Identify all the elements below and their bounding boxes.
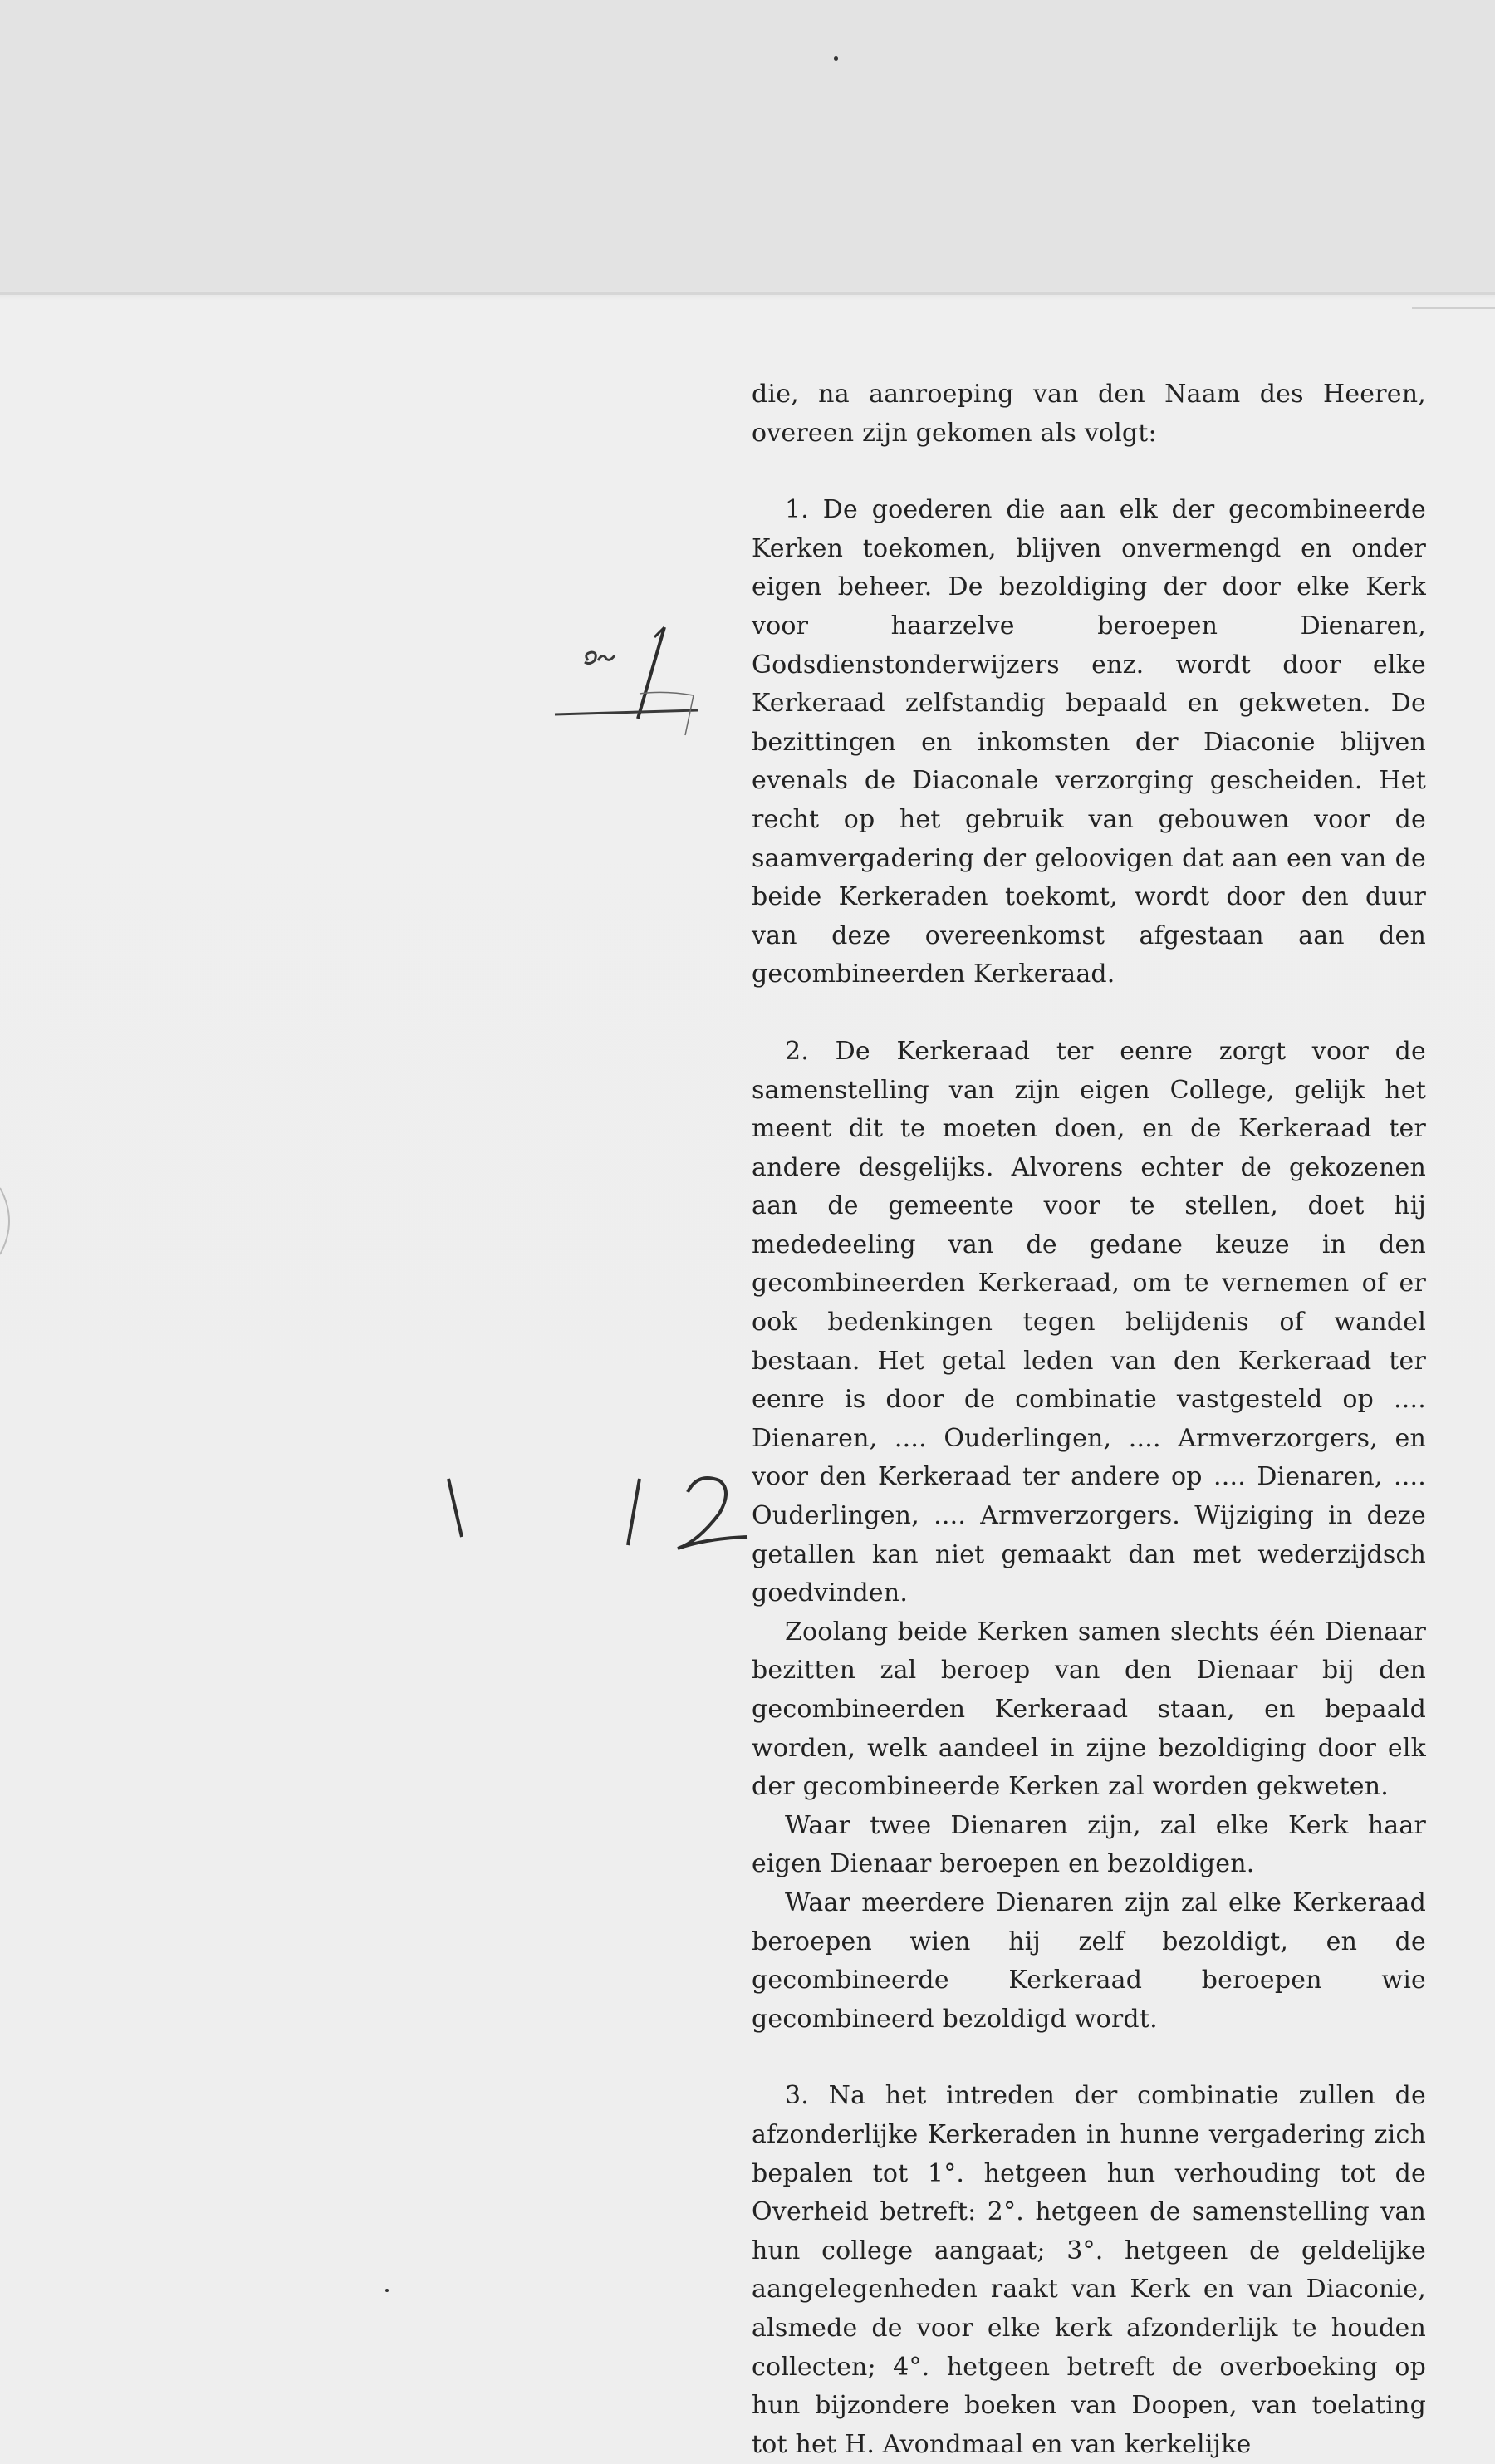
document-body [752, 375, 1426, 2464]
article-1-paragraph [752, 491, 1426, 994]
article-text: De Kerkeraad ter eenre zorgt voor de samenstelling van zijn eigen College, gelijk het meent dit te moeten doen, en de Kerkeraad ter andere desgelijks. Alvorens echter de gekozenen aan de gemeente voor te stellen, doet hij mededeeling van de gedane keuze in den gecombineerden Kerkeraad, om te vernemen of er ook bedenkingen tegen belijdenis of wandel bestaan. Het getal leden van den Kerkeraad ter eenre is door de combinatie vastgesteld op .... Dienaren, .... Ouderlingen, .... Armverzorgers, en voor den Kerkeraad ter andere op .... Dienaren, .... Ouderlingen, .... Armverzorgers. Wijziging in deze getallen kan niet gemaakt dan met wederzijdsch goedvinden. [752, 1036, 1426, 1608]
page-edge-divider [0, 292, 1495, 295]
paragraph-gap [752, 2039, 1426, 2077]
scan-speck [385, 2289, 389, 2292]
article-2-subparagraph: Waar twee Dienaren zijn, zal elke Kerk haar eigen Dienaar beroepen en bezoldigen. [752, 1810, 1426, 1879]
handwritten-margin-note-article-1 [540, 619, 706, 744]
paragraph-gap [752, 994, 1426, 1033]
article-number: 2. [785, 1036, 810, 1066]
scan-speck [834, 56, 838, 61]
opening-paragraph: die, na aanroeping van den Naam des Heeren, overeen zijn gekomen als volgt: [752, 380, 1426, 448]
article-text: De goederen die aan elk der gecombineerde Kerken toekomen, blijven onvermengd en onder eigen beheer. De bezoldiging der door elke Kerk voor haarzelve beroepen Dienaren, Godsdienstonderwijzers enz. wordt door elke Kerkeraad zelfstandig bepaald en gekweten. De bezittingen en inkomsten der Diaconie blijven evenals de Diaconale verzorging gescheiden. Het recht op het gebruik van gebouwen voor de saamvergadering der geloovigen dat aan een van de beide Kerkeraden toekomt, wordt door den duur van deze overeenkomst afgestaan aan den gecombineerden Kerkeraad. [752, 495, 1426, 989]
article-3-paragraph [752, 2077, 1426, 2464]
handwritten-margin-note-article-2 [432, 1462, 764, 1562]
article-number: 3. [785, 2081, 810, 2111]
paragraph-gap [752, 453, 1426, 491]
page-edge-mark [1412, 307, 1495, 309]
article-2-subparagraph: Waar meerdere Dienaren zijn zal elke Kerkeraad beroepen wien hij zelf bezoldigt, en de gecombineerde Kerkeraad beroepen wie gecombineerd bezoldigd wordt. [752, 1887, 1426, 2034]
article-2-paragraph [752, 1033, 1426, 1613]
article-number: 1. [785, 495, 810, 525]
article-text: Na het intreden der combinatie zullen de afzonderlijke Kerkeraden in hunne vergadering zich bepalen tot 1°. hetgeen hun verhouding tot de Overheid betreft: 2°. hetgeen de samenstelling van hun college aangaat; 3°. hetgeen de geldelijke aangelegenheden raakt van Kerk en van Diaconie, alsmede de voor elke kerk afzonderlijk te houden collecten; 4°. hetgeen betreft de overboeking op hun bijzondere boeken van Doopen, van toelating tot het H. Avondmaal en van kerkelijke [752, 2081, 1426, 2459]
article-2-subparagraph: Zoolang beide Kerken samen slechts één Dienaar bezitten zal beroep van den Dienaar bij den gecombineerden Kerkeraad staan, en bepaald worden, welk aandeel in zijne bezoldiging door elk der gecombineerde Kerken zal worden gekweten. [752, 1617, 1426, 1802]
page-edge-fold-mark [0, 1180, 25, 1263]
